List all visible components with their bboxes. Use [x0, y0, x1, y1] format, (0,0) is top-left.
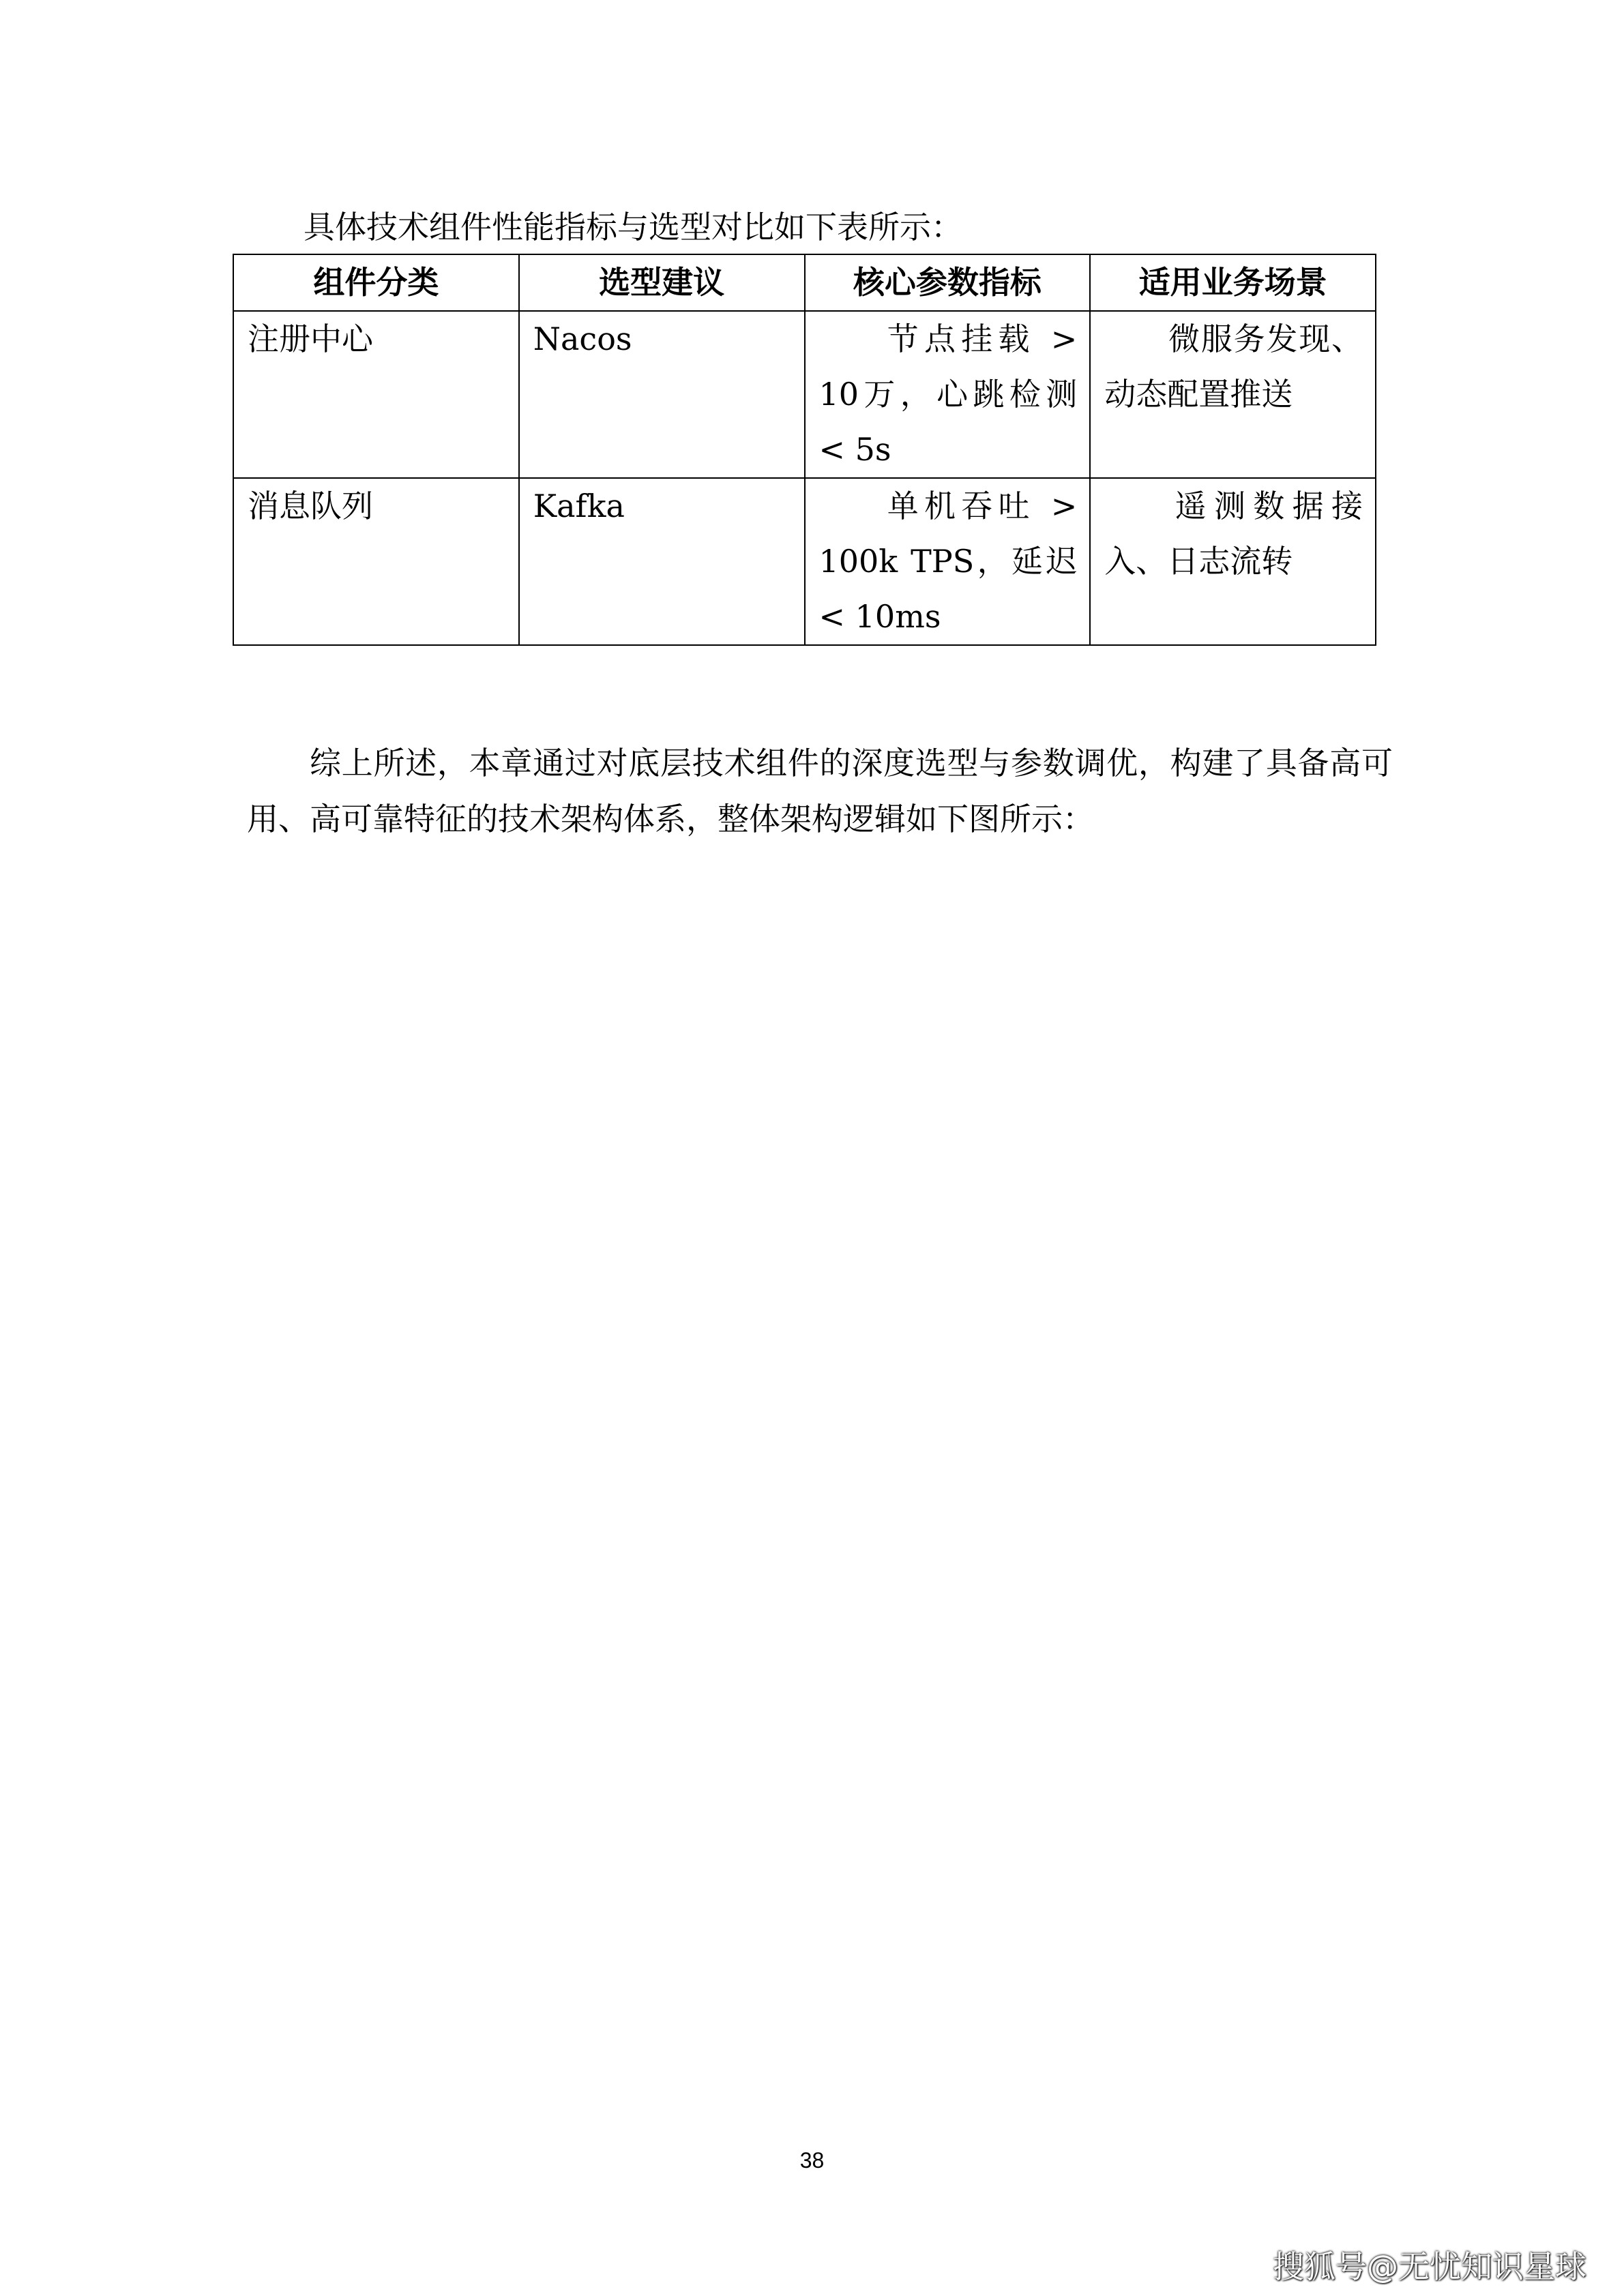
table-row: [233, 478, 1376, 645]
component-comparison-table: [233, 254, 1376, 646]
cell-scenario: [1090, 478, 1376, 645]
cell-choice: Kafka: [519, 478, 805, 645]
header-core-metrics: 核心参数指标: [805, 254, 1091, 311]
cell-metrics-text: 节点挂载 > 10万，心跳检测 < 5s: [818, 320, 1078, 468]
cell-metrics-text: 单机吞吐 > 100k TPS，延迟 < 10ms: [818, 488, 1078, 635]
summary-paragraph: 综上所述，本章通过对底层技术组件的深度选型与参数调优，构建了具备高可用、高可靠特征的技术架构体系，整体架构逻辑如下图所示：: [247, 745, 1393, 837]
cell-choice: Nacos: [519, 311, 805, 478]
table-row: [233, 311, 1376, 478]
page-number: 38: [799, 2148, 825, 2173]
watermark-text: 搜狐号@无忧知识星球: [1273, 2248, 1586, 2285]
cell-metrics: [805, 311, 1091, 478]
cell-scenario-text: 微服务发现、动态配置推送: [1104, 320, 1363, 413]
cell-metrics: [805, 478, 1091, 645]
cell-scenario-text: 遥测数据接入、日志流转: [1104, 488, 1363, 580]
header-business-scenario: 适用业务场景: [1090, 254, 1376, 311]
cell-category: 消息队列: [233, 478, 519, 645]
table-intro-text: 具体技术组件性能指标与选型对比如下表所示：: [304, 209, 962, 245]
header-selection-suggestion: 选型建议: [519, 254, 805, 311]
cell-scenario: [1090, 311, 1376, 478]
cell-category: 注册中心: [233, 311, 519, 478]
header-component-category: 组件分类: [233, 254, 519, 311]
table-header-row: [233, 254, 1376, 311]
